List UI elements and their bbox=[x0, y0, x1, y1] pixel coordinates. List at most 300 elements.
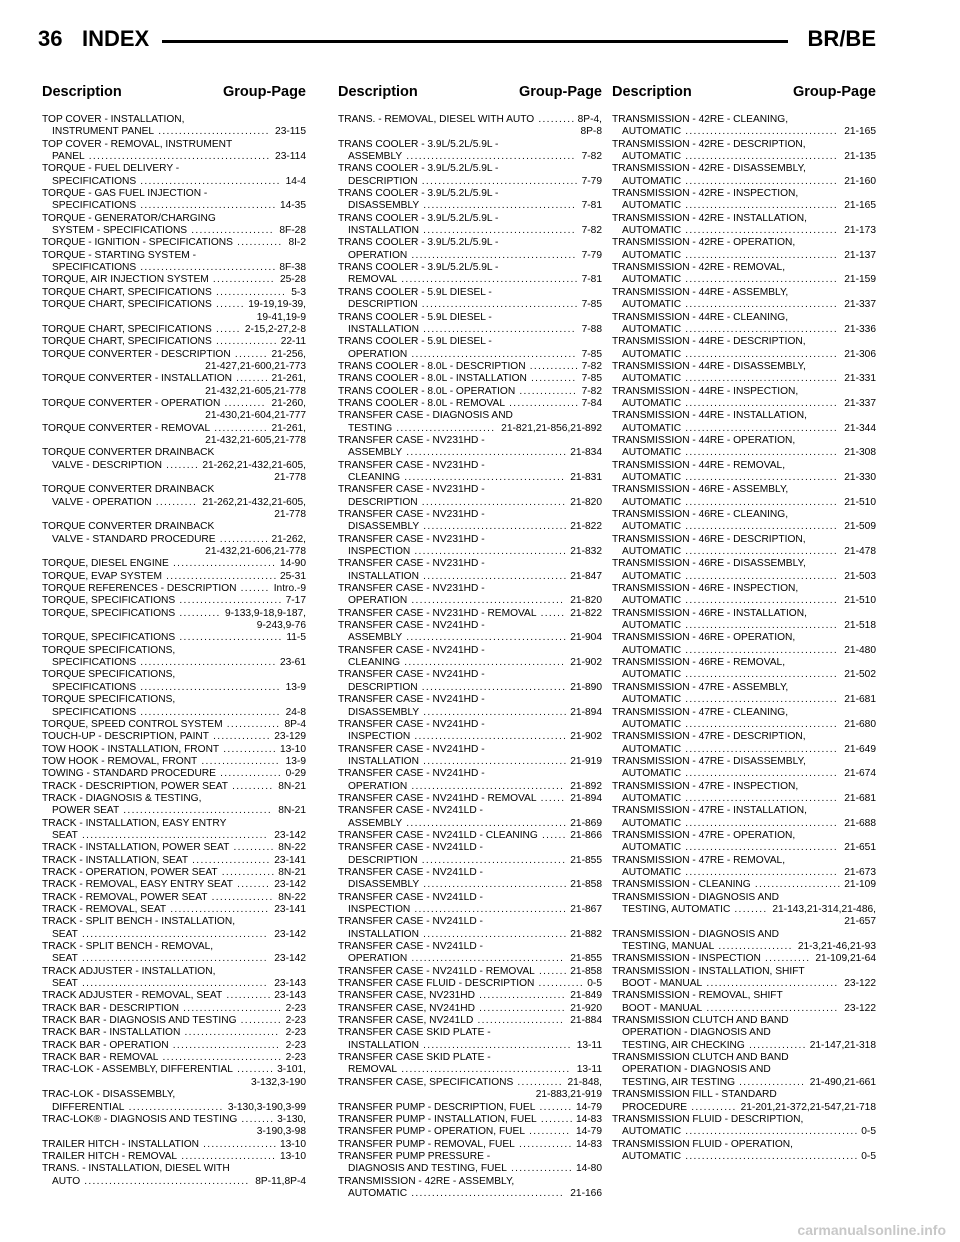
entry-description: PROCEDURE bbox=[622, 1101, 688, 1113]
dot-leader: ................................. bbox=[136, 200, 277, 212]
entry-description: TRANSFER CASE - NV231HD - bbox=[338, 558, 485, 570]
entry-page-ref: 25-31 bbox=[279, 570, 306, 582]
entry-page-ref: 8N-21 bbox=[278, 866, 306, 878]
entry-page-ref: 2-23 bbox=[285, 1002, 306, 1014]
index-entry bbox=[42, 904, 306, 916]
dot-leader: .......................................... bbox=[681, 1126, 859, 1138]
entry-description: AUTOMATIC bbox=[622, 521, 682, 533]
entry-page-ref: 21-147,21-318 bbox=[809, 1039, 876, 1051]
entry-description: SEAT bbox=[52, 829, 78, 841]
entry-description: SPECIFICATIONS bbox=[52, 175, 137, 187]
dot-leader: ....................................... bbox=[402, 632, 568, 644]
entry-page-ref: 21-480 bbox=[844, 644, 876, 656]
index-entry bbox=[42, 1052, 306, 1064]
entry-page-ref: 21-490,21-661 bbox=[809, 1076, 876, 1088]
entry-page-ref: 21-858 bbox=[570, 879, 602, 891]
entry-page-ref: 21-681 bbox=[844, 792, 876, 804]
entry-description: AUTOMATIC bbox=[622, 842, 682, 854]
dot-leader: .......... bbox=[228, 780, 274, 792]
index-entry bbox=[42, 287, 306, 299]
index-entry bbox=[338, 608, 602, 620]
entry-description: AUTOMATIC bbox=[622, 743, 682, 755]
dot-leader: ..................... bbox=[750, 879, 842, 891]
entry-description: TRANS COOLER - 8.0L - OPERATION bbox=[338, 385, 516, 397]
entry-page-ref: 8N-21 bbox=[278, 780, 306, 792]
entry-page-ref: 21-834 bbox=[570, 447, 602, 459]
entry-description: AUTOMATIC bbox=[348, 1187, 408, 1199]
entry-page-ref: 13-9 bbox=[285, 681, 306, 693]
entry-page-ref: 21-673 bbox=[844, 866, 876, 878]
index-entry bbox=[612, 163, 876, 188]
entry-description: REMOVAL bbox=[348, 1064, 398, 1076]
entry-page-ref: 23-122 bbox=[844, 978, 876, 990]
entry-description: TRANSFER CASE - NV241LD - bbox=[338, 891, 483, 903]
entry-page-ref: 21-649 bbox=[844, 743, 876, 755]
model-code: BR/BE bbox=[807, 26, 876, 51]
entry-description: SPECIFICATIONS bbox=[52, 681, 137, 693]
entry-page-ref-continued: 21-778 bbox=[274, 471, 306, 483]
entry-page-ref: 8F-38 bbox=[279, 262, 306, 274]
index-entry bbox=[612, 188, 876, 213]
entry-description: TRACK BAR - DIAGNOSIS AND TESTING bbox=[42, 1015, 237, 1027]
entry-description: TRACK - INSTALLATION, EASY ENTRY bbox=[42, 817, 227, 829]
entry-description: TRACK BAR - OPERATION bbox=[42, 1039, 169, 1051]
entry-description: TRANSMISSION - 46RE - CLEANING, bbox=[612, 509, 789, 520]
dot-leader: ..................... bbox=[475, 990, 566, 1002]
entry-page-ref: 21-890 bbox=[570, 681, 602, 693]
dot-leader: ..................................... bbox=[681, 200, 839, 212]
entry-page-ref: 21-143,21-314,21-486, bbox=[772, 904, 876, 915]
dot-leader: ........... bbox=[526, 373, 577, 385]
entry-page-ref: 0-5 bbox=[861, 1126, 876, 1138]
index-entry bbox=[42, 669, 306, 694]
entry-description: TESTING bbox=[348, 422, 393, 434]
entry-description: TORQUE CHART, SPECIFICATIONS bbox=[42, 286, 212, 298]
index-entry bbox=[612, 435, 876, 460]
entry-page-ref: 21-855 bbox=[570, 854, 602, 866]
dot-leader: ..................................... bbox=[410, 904, 568, 915]
dot-leader: ....................................... bbox=[400, 657, 566, 669]
entry-description: CLEANING bbox=[348, 657, 401, 669]
entry-page-ref: 14-79 bbox=[575, 1126, 602, 1138]
index-entry bbox=[338, 645, 602, 670]
page-title: INDEX bbox=[82, 26, 150, 51]
entry-description: AUTOMATIC bbox=[622, 546, 682, 558]
entry-page-ref: 2-23 bbox=[285, 1039, 306, 1051]
entry-description: TESTING, AIR TESTING bbox=[622, 1076, 736, 1088]
index-entry bbox=[42, 583, 306, 595]
entry-description: AUTOMATIC bbox=[622, 299, 682, 311]
dot-leader: ........................... bbox=[162, 570, 278, 582]
index-entry bbox=[42, 1089, 306, 1114]
entry-description: TRANSMISSION - 47RE - INSPECTION, bbox=[612, 780, 799, 792]
entry-page-ref: 14-83 bbox=[575, 1113, 602, 1125]
entry-description: AUTOMATIC bbox=[622, 126, 682, 138]
dot-leader: ....................... bbox=[177, 1150, 277, 1162]
entry-page-ref: 13-10 bbox=[279, 1150, 306, 1162]
entry-description: TORQUE, SPEED CONTROL SYSTEM bbox=[42, 718, 223, 730]
dot-leader: .................... bbox=[187, 225, 274, 237]
entry-description: TRANSFER CASE - NV231HD - bbox=[338, 583, 485, 595]
entry-page-ref: 21-869 bbox=[570, 817, 602, 829]
entry-page-ref: 21-688 bbox=[844, 817, 876, 829]
dot-leader: .......... bbox=[236, 1015, 282, 1027]
entry-description: TRAILER HITCH - INSTALLATION bbox=[42, 1138, 199, 1150]
entry-description: TRANSFER PUMP - REMOVAL, FUEL bbox=[338, 1138, 515, 1150]
index-entry bbox=[42, 336, 306, 348]
index-entry bbox=[612, 731, 876, 756]
entry-description: AUTOMATIC bbox=[622, 274, 682, 286]
entry-page-ref: 21-3,21-46,21-93 bbox=[797, 941, 876, 953]
index-entry bbox=[338, 114, 602, 139]
entry-description: INSPECTION bbox=[348, 546, 411, 558]
entry-page-ref: 21-509 bbox=[844, 521, 876, 533]
index-entry bbox=[42, 163, 306, 188]
entry-page-ref: 21-920 bbox=[570, 1002, 602, 1014]
entry-description: PANEL bbox=[52, 151, 85, 163]
entry-page-ref: 7-88 bbox=[581, 323, 602, 335]
dot-leader: ................................... bbox=[418, 570, 568, 582]
entry-page-ref: 7-82 bbox=[581, 385, 602, 397]
entry-page-ref: 23-122 bbox=[844, 1002, 876, 1014]
entry-page-ref-continued: 21-432,21-605,21-778 bbox=[205, 434, 306, 446]
entry-description: TOW HOOK - REMOVAL, FRONT bbox=[42, 755, 198, 767]
entry-page-ref-continued: 21-427,21-600,21-773 bbox=[205, 360, 306, 372]
entry-page-ref: 7-79 bbox=[581, 175, 602, 187]
index-entry bbox=[612, 657, 876, 682]
entry-description: TRANSFER CASE, SPECIFICATIONS bbox=[338, 1076, 514, 1088]
dot-leader: ....... bbox=[236, 583, 270, 595]
index-entry bbox=[338, 830, 602, 842]
dot-leader: .......... bbox=[220, 397, 266, 409]
entry-description: TORQUE, SPECIFICATIONS bbox=[42, 595, 176, 607]
index-entry bbox=[42, 349, 306, 374]
entry-page-ref: 7-85 bbox=[581, 348, 602, 360]
dot-leader: ........................ bbox=[166, 904, 270, 915]
index-entry bbox=[42, 966, 306, 991]
entry-page-ref: 21-822 bbox=[570, 521, 602, 533]
entry-page-ref: 23-129 bbox=[274, 731, 306, 743]
entry-description: TRANSMISSION - 47RE - INSTALLATION, bbox=[612, 805, 807, 817]
entry-description: OPERATION bbox=[348, 780, 408, 792]
index-entry bbox=[338, 1003, 602, 1015]
dot-leader: ........... bbox=[534, 978, 584, 990]
column-header-3 bbox=[612, 84, 876, 100]
entry-page-ref: 21-651 bbox=[844, 842, 876, 854]
dot-leader: ..................................... bbox=[418, 225, 576, 237]
index-entry bbox=[338, 990, 602, 1002]
index-entry bbox=[338, 1126, 602, 1138]
entry-page-ref: 21-821,21-856,21-892 bbox=[501, 422, 602, 434]
index-entry bbox=[338, 361, 602, 373]
dot-leader: ........ bbox=[535, 1101, 573, 1113]
entry-description: TRANSMISSION FLUID - DESCRIPTION, bbox=[612, 1113, 804, 1125]
entry-description: TRANSMISSION - DIAGNOSIS AND bbox=[612, 891, 779, 903]
entry-description: TRANS COOLER - 3.9L/5.2L/5.9L - bbox=[338, 237, 499, 249]
entry-page-ref: 21-173 bbox=[844, 225, 876, 237]
index-entry bbox=[338, 1052, 602, 1077]
entry-description: TORQUE, SPECIFICATIONS bbox=[42, 632, 176, 644]
index-entry bbox=[338, 139, 602, 164]
entry-description: DESCRIPTION bbox=[348, 854, 418, 866]
entry-description: TRACK - OPERATION, POWER SEAT bbox=[42, 866, 218, 878]
entry-description: AUTOMATIC bbox=[622, 595, 682, 607]
index-entry bbox=[42, 274, 306, 286]
index-entry bbox=[338, 558, 602, 583]
dot-leader: ..................................... bbox=[407, 953, 565, 965]
header-rule bbox=[162, 40, 788, 43]
index-entry bbox=[612, 386, 876, 411]
entry-description: AUTOMATIC bbox=[622, 397, 682, 409]
entry-description: AUTOMATIC bbox=[622, 249, 682, 261]
entry-description: TORQUE CONVERTER - OPERATION bbox=[42, 397, 221, 409]
index-entry bbox=[42, 1064, 306, 1089]
index-entry bbox=[338, 410, 602, 435]
index-entry bbox=[612, 608, 876, 633]
dot-leader: ..................................... bbox=[407, 1187, 565, 1199]
dot-leader: ..................................... bbox=[410, 546, 568, 558]
entry-description: TORQUE - GENERATOR/CHARGING bbox=[42, 212, 216, 224]
dot-leader: ..................................... bbox=[681, 274, 839, 286]
index-entry bbox=[42, 781, 306, 793]
index-entry bbox=[338, 373, 602, 385]
entry-description: TRANSFER CASE - NV241HD - bbox=[338, 669, 485, 681]
index-entry bbox=[42, 373, 306, 398]
entry-description: TRANS COOLER - 5.9L DIESEL - bbox=[338, 311, 492, 323]
entry-description: TRACK - REMOVAL, EASY ENTRY SEAT bbox=[42, 879, 233, 891]
entry-description: TRANSMISSION - 47RE - DISASSEMBLY, bbox=[612, 755, 806, 767]
dot-leader: ..................................... bbox=[681, 792, 839, 804]
entry-page-ref: 21-820 bbox=[570, 496, 602, 508]
index-entry bbox=[42, 558, 306, 570]
dot-leader: ....................................... bbox=[402, 817, 568, 829]
entry-description: AUTOMATIC bbox=[622, 323, 682, 335]
entry-page-ref: 21-680 bbox=[844, 718, 876, 730]
entry-description: TRANSMISSION - 46RE - REMOVAL, bbox=[612, 657, 786, 669]
dot-leader: ....................................... bbox=[402, 447, 568, 459]
entry-page-ref: 21-510 bbox=[844, 595, 876, 607]
page-header bbox=[38, 26, 876, 56]
entry-page-ref: 14-79 bbox=[575, 1101, 602, 1113]
entry-page-ref: 21-855 bbox=[570, 953, 602, 965]
index-entry bbox=[612, 237, 876, 262]
entry-page-ref: 11-5 bbox=[286, 632, 306, 644]
entry-page-ref: 21-848, bbox=[567, 1076, 602, 1088]
entry-description: TRANSMISSION - 44RE - DESCRIPTION, bbox=[612, 336, 806, 348]
dot-leader: ...................................... bbox=[417, 175, 579, 187]
dot-leader: ......................................... bbox=[402, 151, 576, 163]
entry-description: TRACK - SPLIT BENCH - INSTALLATION, bbox=[42, 916, 236, 928]
index-entry bbox=[338, 1102, 602, 1114]
entry-description: TRANSFER PUMP - INSTALLATION, FUEL bbox=[338, 1113, 537, 1125]
index-entry bbox=[42, 237, 306, 249]
index-entry bbox=[338, 386, 602, 398]
index-entry bbox=[338, 312, 602, 337]
index-entry bbox=[338, 188, 602, 213]
entry-description: TRANSMISSION - 44RE - ASSEMBLY, bbox=[612, 286, 789, 298]
entry-description: AUTOMATIC bbox=[622, 373, 682, 385]
entry-page-ref: 21-165 bbox=[844, 126, 876, 138]
entry-description: TRANSMISSION - 42RE - ASSEMBLY, bbox=[338, 1175, 515, 1187]
entry-page-ref-continued: 21-430,21-604,21-777 bbox=[205, 410, 306, 422]
dot-leader: ..................................... bbox=[681, 817, 839, 829]
entry-page-ref: 23-142 bbox=[274, 879, 306, 891]
dot-leader: .................. bbox=[714, 941, 793, 953]
entry-description: TRANSMISSION - 46RE - DESCRIPTION, bbox=[612, 533, 806, 545]
entry-description: TRANSFER PUMP - DESCRIPTION, FUEL bbox=[338, 1101, 536, 1113]
entry-description: TRANSFER PUMP PRESSURE - bbox=[338, 1150, 491, 1162]
entry-description: ASSEMBLY bbox=[348, 632, 403, 644]
entry-description: TRANSFER CASE - NV231HD - bbox=[338, 459, 485, 471]
entry-description: OPERATION bbox=[348, 348, 408, 360]
entry-page-ref: 21-847 bbox=[570, 570, 602, 582]
entry-description: TORQUE CONVERTER DRAINBACK bbox=[42, 484, 215, 496]
entry-page-ref: 21-337 bbox=[844, 299, 876, 311]
entry-page-ref: 14-83 bbox=[575, 1138, 602, 1150]
entry-description: TRANSMISSION CLUTCH AND BAND bbox=[612, 1052, 789, 1064]
dot-leader: ........................................ bbox=[407, 348, 577, 360]
entry-page-ref: 13-10 bbox=[279, 743, 306, 755]
index-entry bbox=[42, 250, 306, 275]
index-entry bbox=[338, 941, 602, 966]
entry-page-ref: 8I-2 bbox=[288, 237, 306, 249]
entry-description: AUTOMATIC bbox=[622, 694, 682, 706]
entry-page-ref: 14-35 bbox=[279, 200, 306, 212]
entry-description: OPERATION bbox=[348, 595, 408, 607]
index-entry bbox=[338, 583, 602, 608]
dot-leader: ........... bbox=[513, 1076, 563, 1088]
dot-leader: ..................................... bbox=[681, 496, 839, 508]
dot-leader: ................................... bbox=[417, 496, 567, 508]
index-entry bbox=[42, 447, 306, 484]
entry-description: TRANSFER CASE, NV241LD bbox=[338, 1015, 474, 1027]
entry-description: INSTALLATION bbox=[348, 225, 419, 237]
dot-leader: ...................................... bbox=[417, 299, 579, 311]
index-entry bbox=[612, 879, 876, 891]
index-entry bbox=[612, 990, 876, 1015]
entry-page-ref: 23-115 bbox=[275, 126, 306, 138]
dot-leader: ......................................... bbox=[397, 1064, 571, 1076]
entry-description: AUTOMATIC bbox=[622, 1150, 682, 1162]
entry-description: TOWING - STANDARD PROCEDURE bbox=[42, 768, 216, 780]
index-entry bbox=[42, 632, 306, 644]
entry-description: VALVE - STANDARD PROCEDURE bbox=[52, 533, 216, 545]
entry-description: TORQUE, DIESEL ENGINE bbox=[42, 558, 169, 570]
index-entry bbox=[612, 287, 876, 312]
dot-leader: ......... bbox=[534, 114, 576, 125]
index-entry bbox=[612, 632, 876, 657]
entry-description: ASSEMBLY bbox=[348, 817, 403, 829]
entry-description: TORQUE CONVERTER DRAINBACK bbox=[42, 447, 215, 459]
entry-description: AUTOMATIC bbox=[622, 669, 682, 681]
dot-leader: ........................ bbox=[178, 1002, 283, 1014]
index-entry bbox=[612, 558, 876, 583]
dot-leader: ................................... bbox=[419, 706, 568, 718]
entry-description: TRACK - DIAGNOSIS & TESTING, bbox=[42, 792, 202, 804]
entry-page-ref: 0-5 bbox=[861, 1150, 876, 1162]
entry-description: TRANSMISSION - 42RE - REMOVAL, bbox=[612, 262, 786, 274]
entry-page-ref-continued: 21-432,21-606,21-778 bbox=[205, 546, 306, 558]
entry-description: INSPECTION bbox=[348, 904, 411, 915]
entry-page-ref-continued: 3-132,3-190 bbox=[251, 1076, 306, 1088]
index-entry bbox=[42, 990, 306, 1002]
entry-page-ref: 2-23 bbox=[285, 1015, 306, 1027]
dot-leader: ............................................. bbox=[77, 978, 268, 990]
entry-page-ref-continued: 3-190,3-98 bbox=[256, 1126, 306, 1138]
entry-page-ref: 14-90 bbox=[279, 558, 306, 570]
entry-description: TRANS COOLER - 3.9L/5.2L/5.9L - bbox=[338, 262, 499, 274]
entry-description: OPERATION bbox=[348, 953, 408, 965]
dot-leader: ..................................... bbox=[681, 151, 839, 163]
index-entry bbox=[42, 867, 306, 879]
entry-description: TRACK ADJUSTER - INSTALLATION, bbox=[42, 965, 216, 977]
entry-description: TRAILER HITCH - REMOVAL bbox=[42, 1150, 178, 1162]
entry-page-ref: 21-256, bbox=[271, 348, 306, 360]
entry-page-ref: 21-866 bbox=[570, 829, 602, 841]
dot-leader: ........................ bbox=[392, 422, 496, 434]
entry-page-ref: 21-884 bbox=[570, 1015, 602, 1027]
entry-page-ref: 21-260, bbox=[271, 397, 306, 409]
index-entry bbox=[42, 645, 306, 670]
index-entry bbox=[42, 595, 306, 607]
index-entry bbox=[612, 682, 876, 707]
entry-page-ref: 21-262,21-432,21-605, bbox=[202, 496, 306, 508]
index-entry bbox=[338, 669, 602, 694]
dot-leader: ............... bbox=[211, 336, 278, 348]
entry-page-ref: 21-674 bbox=[844, 768, 876, 780]
dot-leader: .......... bbox=[175, 607, 221, 619]
entry-description: TORQUE, SPECIFICATIONS bbox=[42, 607, 176, 619]
dot-leader: ................. bbox=[211, 286, 287, 298]
entry-description: TRANS COOLER - 8.0L - DESCRIPTION bbox=[338, 360, 526, 372]
entry-page-ref: 7-85 bbox=[581, 299, 602, 311]
entry-page-ref: 19-19,19-39, bbox=[248, 299, 306, 311]
index-entry bbox=[338, 534, 602, 559]
entry-description: AUTOMATIC bbox=[622, 768, 682, 780]
index-entry bbox=[612, 892, 876, 929]
entry-page-ref: 21-502 bbox=[844, 669, 876, 681]
entry-description: TRAC-LOK - DISASSEMBLY, bbox=[42, 1089, 176, 1101]
index-entry bbox=[612, 534, 876, 559]
entry-description: INSPECTION bbox=[348, 731, 411, 743]
dot-leader: ..................................... bbox=[681, 175, 839, 187]
entry-page-ref: 21-919 bbox=[570, 755, 602, 767]
entry-description: OPERATION - DIAGNOSIS AND bbox=[622, 1064, 771, 1076]
entry-description: AUTOMATIC bbox=[622, 644, 682, 656]
dot-leader: ........ bbox=[230, 348, 268, 360]
dot-leader: ............. bbox=[210, 422, 268, 434]
entry-description: TORQUE CHART, SPECIFICATIONS bbox=[42, 336, 212, 348]
entry-page-ref: 21-822 bbox=[570, 607, 602, 619]
entry-page-ref: 21-165 bbox=[844, 200, 876, 212]
dot-leader: ........... bbox=[232, 237, 283, 249]
entry-page-ref: 8P-11,8P-4 bbox=[255, 1175, 306, 1187]
index-entry bbox=[338, 694, 602, 719]
dot-leader: ........................................ bbox=[407, 249, 577, 261]
group-page-heading: Group-Page bbox=[223, 84, 306, 100]
entry-description: TOP COVER - REMOVAL, INSTRUMENT bbox=[42, 138, 233, 150]
dot-leader: ............ bbox=[525, 360, 580, 372]
entry-description: TRANS COOLER - 3.9L/5.2L/5.9L - bbox=[338, 212, 499, 224]
index-entry bbox=[42, 484, 306, 521]
dot-leader: ..................................... bbox=[681, 718, 839, 730]
index-entry bbox=[42, 188, 306, 213]
entry-page-ref: 13-11 bbox=[576, 1064, 602, 1076]
entry-description: TRANSMISSION - 47RE - DESCRIPTION, bbox=[612, 731, 806, 743]
index-entry bbox=[42, 768, 306, 780]
entry-description: VALVE - OPERATION bbox=[52, 496, 152, 508]
entry-description: BOOT - MANUAL bbox=[622, 978, 703, 990]
